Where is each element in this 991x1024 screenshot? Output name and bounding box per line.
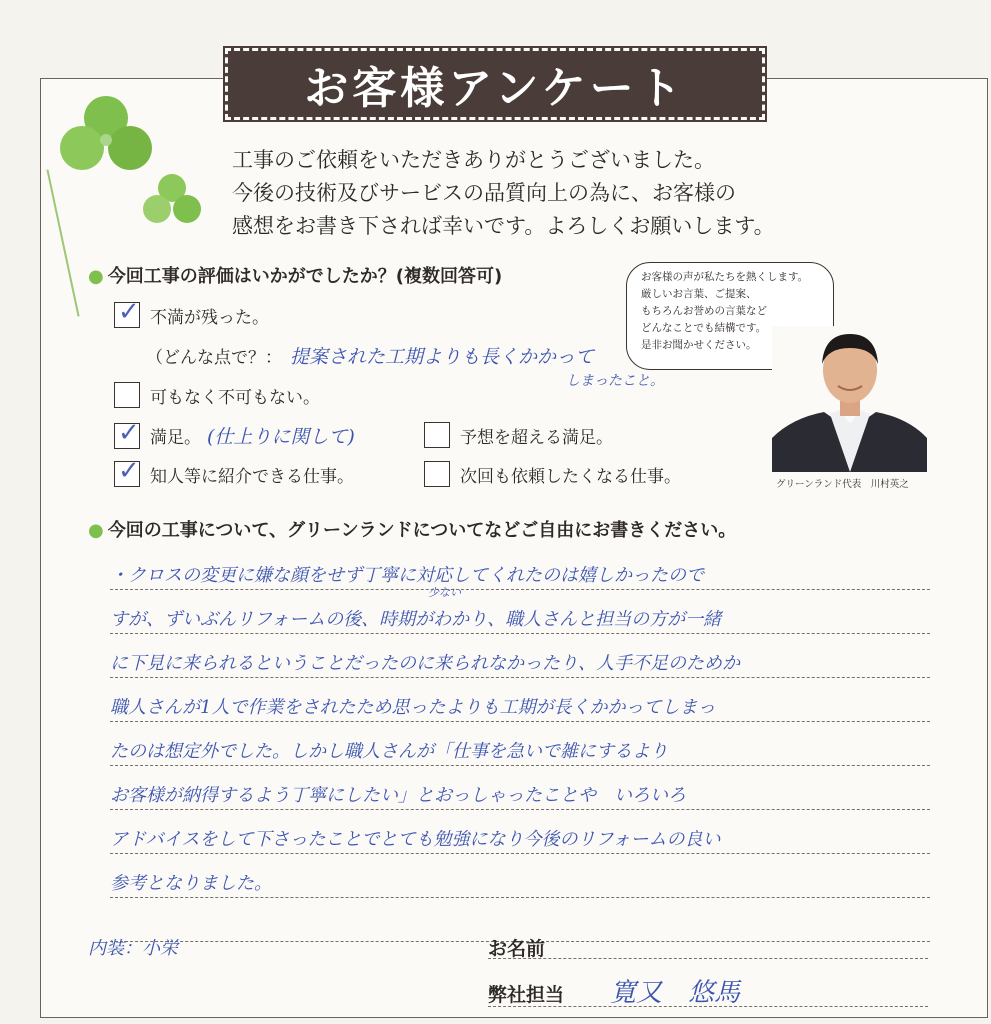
representative-photo — [772, 326, 927, 472]
comment-line: 職人さんが1人で作業をされたため思ったよりも工期が長くかかってしまっ — [110, 678, 930, 722]
which-point-answer-cont: しまったこと。 — [566, 373, 664, 389]
which-point-row — [146, 342, 594, 369]
bubble-line: 是非お聞かせください。 — [641, 339, 757, 351]
option-refer[interactable] — [114, 456, 354, 487]
name-line[interactable] — [488, 958, 928, 959]
option-label: 予想を超える満足。 — [460, 427, 613, 448]
comment-line: すが、ずいぶんリフォームの後、時期がわかり、職人さんと担当の方が一緒 — [110, 590, 930, 634]
comment-line: アドバイスをして下さったことでとても勉強になり今後のリフォームの良い — [110, 810, 930, 854]
checkbox-exceeded[interactable] — [424, 422, 450, 448]
bubble-line: お客様の声が私たちを熱くします。 — [641, 271, 809, 283]
comment-line: 参考となりました。 — [110, 854, 930, 898]
comment-line: お客様が納得するよう丁寧にしたい」とおっしゃったことや いろいろ — [110, 766, 930, 810]
bullet-icon: ● — [88, 520, 104, 541]
checkbox-satisfied[interactable] — [114, 417, 140, 449]
checkbox-neutral[interactable] — [114, 382, 140, 408]
clover-small-icon — [140, 172, 204, 234]
option-exceeded[interactable] — [424, 422, 613, 448]
option-label: 満足。 — [150, 428, 201, 448]
option-satisfied[interactable] — [114, 417, 355, 449]
interior-note: 内装：小栄 — [88, 938, 178, 959]
option-label: 可もなく不可もない。 — [150, 387, 320, 408]
comment-line: に下見に来られるということだったのに来られなかったり、人手不足のためか — [110, 634, 930, 678]
check-mark-icon: ✓ — [118, 297, 140, 327]
bubble-line: もちろんお誉めの言葉など — [641, 305, 767, 317]
title-banner — [225, 48, 765, 120]
check-mark-icon: ✓ — [118, 456, 140, 486]
intro-line: 今後の技術及びサービスの品質向上の為に、お客様の — [232, 181, 736, 205]
satisfied-note: (仕上りに関して) — [207, 426, 355, 448]
option-label: 次回も依頼したくなる仕事。 — [460, 466, 681, 487]
intro-text — [232, 144, 872, 243]
checkbox-refer[interactable] — [114, 456, 140, 487]
which-point-label: （どんな点で？： — [146, 348, 282, 368]
option-label: 知人等に紹介できる仕事。 — [150, 466, 354, 487]
photo-caption: グリーンランド代表 川村英之 — [776, 479, 909, 490]
option-label: 不満が残った。 — [150, 307, 269, 328]
q2-heading: ● 今回の工事について、グリーンランドについてなどご自由にお書きください。 — [88, 520, 737, 541]
comment-line: ・クロスの変更に嫌な顔をせず丁寧に対応してくれたのは嬉しかったので — [110, 546, 930, 590]
option-again[interactable] — [424, 461, 681, 487]
bubble-line: どんなことでも結構です。 — [641, 322, 767, 334]
page-title: お客様アンケート — [304, 63, 686, 114]
option-dissatisfied[interactable] — [114, 297, 269, 328]
q1-heading: ● 今回工事の評価はいかがでしたか？(複数回答可) — [88, 266, 503, 287]
comment-line: たのは想定外でした。しかし職人さんが「仕事を急いで雑にするより — [110, 722, 930, 766]
clover-large-icon — [56, 94, 156, 184]
which-point-answer: 提案された工期よりも長くかかって — [290, 346, 595, 368]
insert-note: 少ない — [428, 586, 461, 599]
option-neutral[interactable] — [114, 382, 320, 408]
staff-label: 弊社担当 — [488, 984, 565, 1006]
check-mark-icon: ✓ — [118, 417, 140, 448]
staff-value: 寛又 悠馬 — [610, 978, 741, 1008]
intro-line: 感想をお書き下されば幸いです。よろしくお願いします。 — [232, 214, 775, 238]
checkbox-dissatisfied[interactable] — [114, 297, 140, 328]
bullet-icon: ● — [88, 266, 104, 287]
checkbox-again[interactable] — [424, 461, 450, 487]
intro-line: 工事のご依頼をいただきありがとうございました。 — [232, 148, 715, 172]
name-label: お名前 — [488, 938, 546, 960]
bubble-line: 厳しいお言葉、ご提案、 — [641, 288, 757, 300]
